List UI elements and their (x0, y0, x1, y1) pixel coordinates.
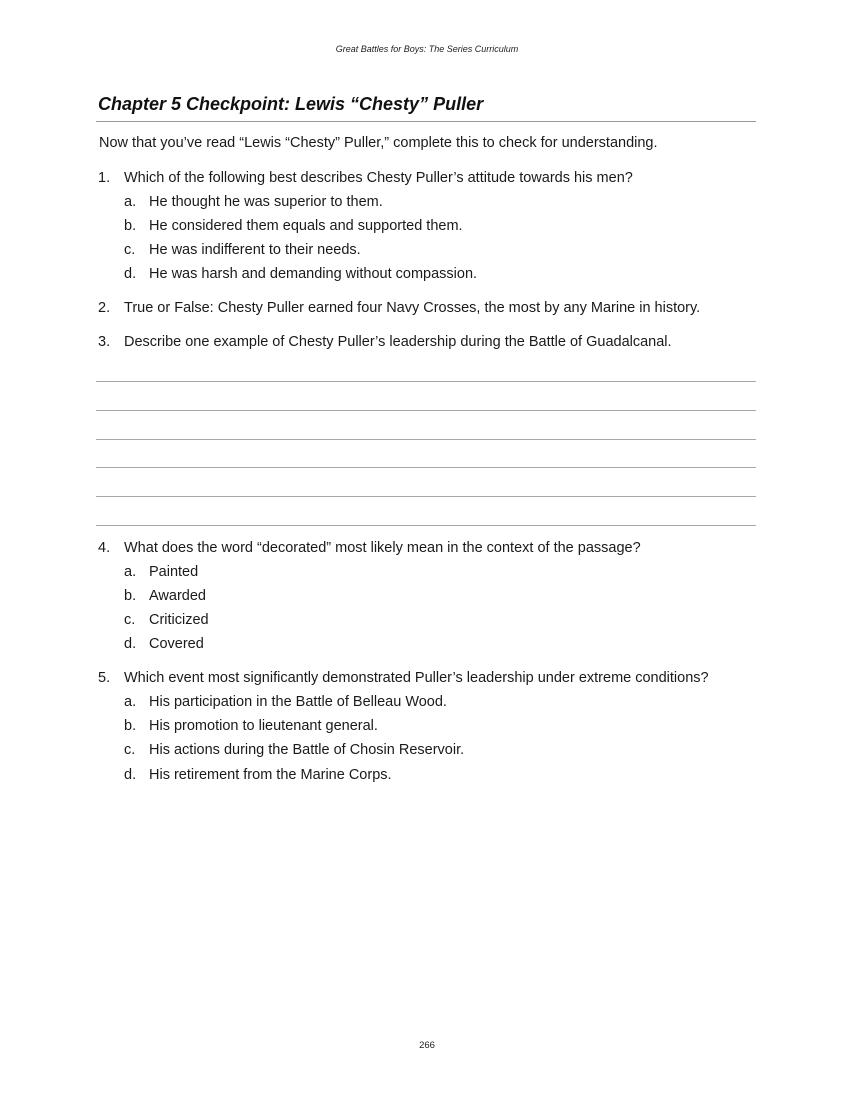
option-text: His actions during the Battle of Chosin Reservoir. (149, 742, 465, 758)
option-letter: a. (124, 694, 137, 710)
chapter-title: Chapter 5 Checkpoint: Lewis “Chesty” Puller (98, 94, 484, 114)
question-5-option-a (124, 693, 447, 711)
option-letter: d. (124, 636, 137, 652)
question-5 (98, 669, 709, 687)
option-text: He thought he was superior to them. (149, 194, 383, 210)
option-text: Covered (149, 636, 204, 652)
question-text: What does the word “decorated” most likely mean in the context of the passage? (124, 540, 641, 556)
option-text: He was harsh and demanding without compassion. (149, 266, 478, 282)
page-number: 266 (419, 1040, 435, 1051)
intro-text: Now that you’ve read “Lewis “Chesty” Puller,” complete this to check for understanding. (99, 135, 658, 151)
question-1-option-d (124, 265, 477, 283)
option-text: His retirement from the Marine Corps. (149, 767, 392, 783)
question-number: 3. (98, 334, 111, 350)
question-4-option-d (124, 635, 204, 653)
option-letter: d. (124, 266, 137, 282)
option-text: Criticized (149, 612, 209, 628)
title-divider (96, 121, 756, 122)
question-1-option-c (124, 241, 361, 259)
option-letter: d. (124, 767, 137, 783)
answer-line[interactable] (96, 496, 756, 497)
question-1-option-b (124, 217, 463, 235)
option-letter: c. (124, 612, 136, 628)
question-5-option-c (124, 741, 464, 759)
option-letter: a. (124, 564, 137, 580)
option-text: Awarded (149, 588, 206, 604)
question-number: 5. (98, 670, 111, 686)
option-letter: a. (124, 194, 137, 210)
option-letter: c. (124, 742, 136, 758)
question-text: Which of the following best describes Chesty Puller’s attitude towards his men? (124, 170, 633, 186)
page-header: Great Battles for Boys: The Series Curriculum (335, 44, 519, 54)
option-text: He considered them equals and supported them. (149, 218, 463, 234)
question-5-option-b (124, 717, 378, 735)
option-letter: c. (124, 242, 136, 258)
option-letter: b. (124, 218, 137, 234)
answer-line[interactable] (96, 525, 756, 526)
answer-line[interactable] (96, 439, 756, 440)
question-text: Which event most significantly demonstrated Puller’s leadership under extreme conditions? (124, 670, 709, 686)
option-letter: b. (124, 588, 137, 604)
option-letter: b. (124, 718, 137, 734)
question-number: 1. (98, 170, 111, 186)
answer-line[interactable] (96, 410, 756, 411)
question-text: True or False: Chesty Puller earned four Navy Crosses, the most by any Marine in history. (124, 300, 701, 316)
question-4-option-a (124, 563, 198, 581)
question-3 (98, 333, 672, 351)
answer-line[interactable] (96, 467, 756, 468)
question-4 (98, 539, 641, 557)
question-2 (98, 299, 700, 317)
question-number: 4. (98, 540, 111, 556)
question-text: Describe one example of Chesty Puller’s leadership during the Battle of Guadalcanal. (124, 334, 672, 350)
question-1 (98, 169, 633, 187)
option-text: Painted (149, 564, 199, 580)
question-number: 2. (98, 300, 111, 316)
option-text: His participation in the Battle of Belleau Wood. (149, 694, 447, 710)
question-1-option-a (124, 193, 383, 211)
option-text: He was indifferent to their needs. (149, 242, 361, 258)
answer-line[interactable] (96, 381, 756, 382)
question-4-option-b (124, 587, 206, 605)
option-text: His promotion to lieutenant general. (149, 718, 378, 734)
question-4-option-c (124, 611, 209, 629)
question-5-option-d (124, 766, 392, 784)
